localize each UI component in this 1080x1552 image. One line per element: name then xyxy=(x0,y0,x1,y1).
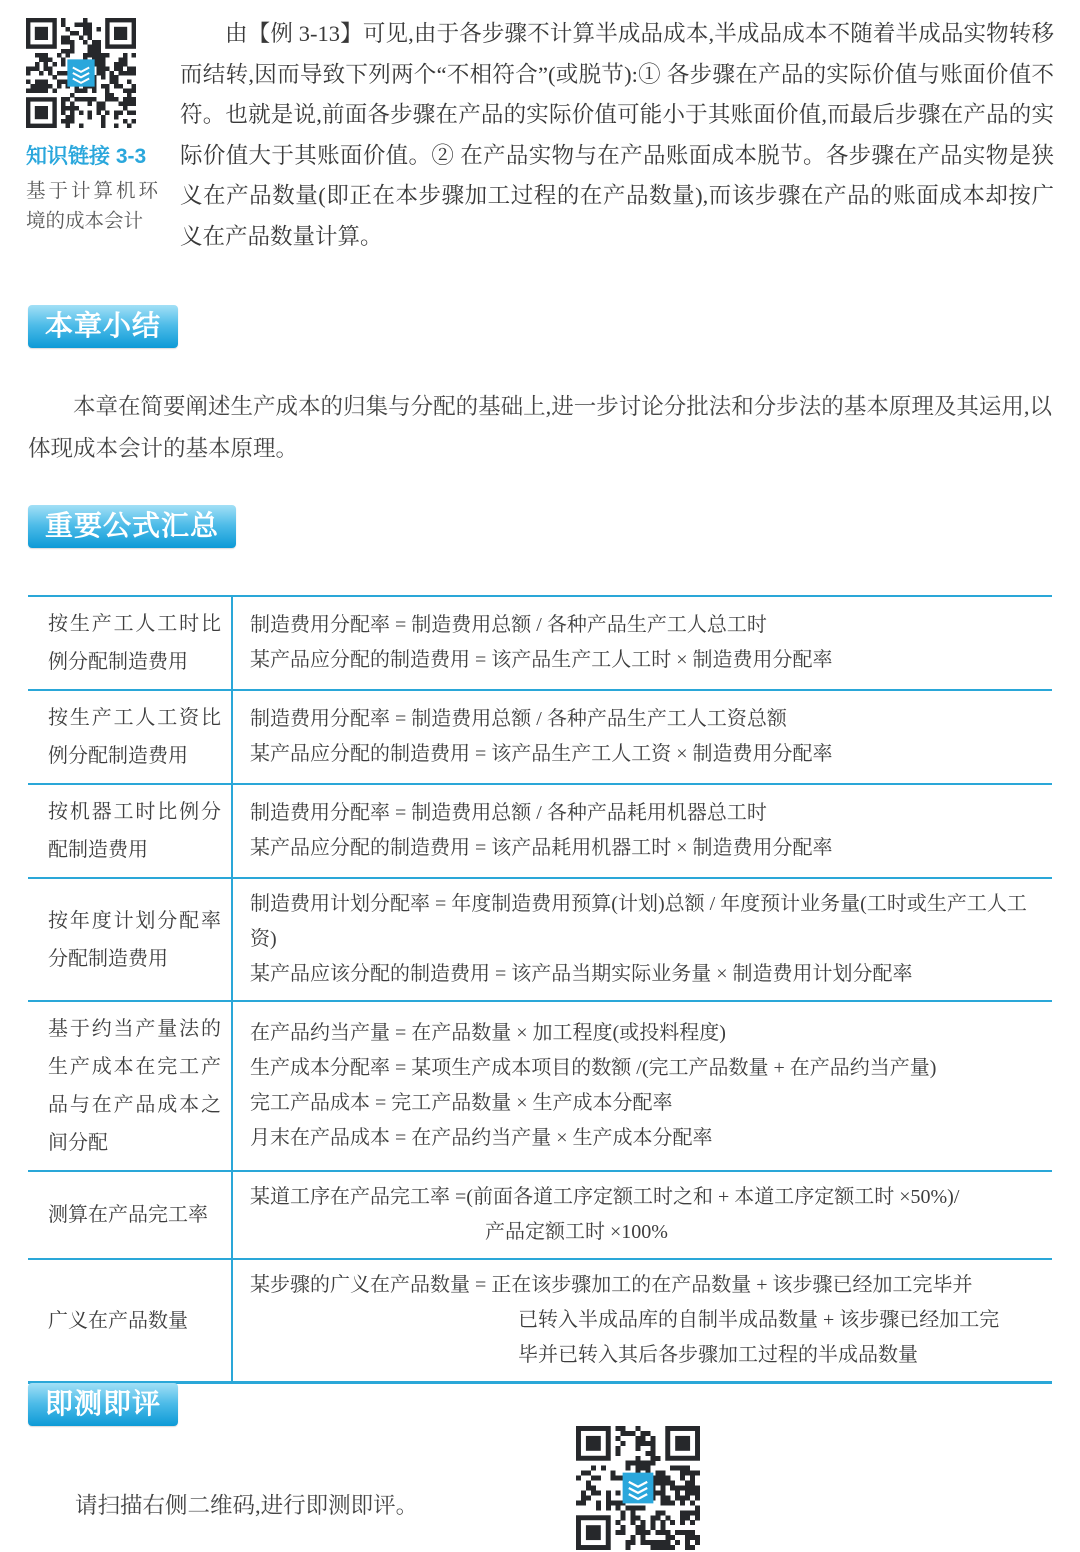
formula-summary-header xyxy=(28,505,236,548)
formula-definitions xyxy=(233,597,1052,689)
formula-line: 制造费用分配率 = 制造费用总额 / 各种产品耗用机器总工时 xyxy=(250,802,767,824)
formula-line: 毕并已转入其后各步骤加工过程的半成品数量 xyxy=(518,1344,918,1366)
table-row xyxy=(28,597,1052,689)
quiz-title: 即测即评 xyxy=(45,1388,162,1419)
formula-line: 制造费用分配率 = 制造费用总额 / 各种产品生产工人工资总额 xyxy=(250,708,787,730)
formula-definitions xyxy=(233,1172,1052,1258)
table-row xyxy=(28,1258,1052,1381)
table-row xyxy=(28,783,1052,877)
quiz-qr-code xyxy=(576,1426,700,1550)
quiz-qr-wrapper xyxy=(576,1426,700,1550)
formula-line: 完工产品成本 = 完工产品数量 × 生产成本分配率 xyxy=(250,1092,673,1114)
quiz-instruction: 请扫描右侧二维码,进行即测即评。 xyxy=(75,1493,419,1518)
table-row xyxy=(28,1170,1052,1258)
formula-definitions xyxy=(233,785,1052,877)
knowledge-link-label: 知识链接 3-3 xyxy=(26,145,147,168)
chapter-summary-header xyxy=(28,305,178,348)
formula-term: 按年度计划分配率分配制造费用 xyxy=(28,879,233,1000)
formula-line: 已转入半成品库的自制半成品数量 + 该步骤已经加工完 xyxy=(518,1309,1000,1331)
formula-line: 某产品应该分配的制造费用 = 该产品当期实际业务量 × 制造费用计划分配率 xyxy=(250,963,913,985)
formula-line: 制造费用分配率 = 制造费用总额 / 各种产品生产工人总工时 xyxy=(250,614,767,636)
formula-definitions xyxy=(233,1002,1052,1170)
formula-line: 某产品应分配的制造费用 = 该产品生产工人工资 × 制造费用分配率 xyxy=(250,743,833,765)
formula-line: 产品定额工时 ×100% xyxy=(485,1221,668,1243)
quiz-header xyxy=(28,1383,178,1426)
knowledge-link-qr-code xyxy=(26,18,136,128)
formula-line: 某步骤的广义在产品数量 = 正在该步骤加工的在产品数量 + 该步骤已经加工完毕并 xyxy=(250,1274,973,1296)
formula-definitions xyxy=(233,691,1052,783)
formula-term: 基于约当产量法的生产成本在完工产品与在产品成本之间分配 xyxy=(28,1002,233,1170)
formula-line: 某道工序在产品完工率 =(前面各道工序定额工时之和 + 本道工序定额工时 ×50%)/ xyxy=(250,1186,960,1208)
table-row xyxy=(28,689,1052,783)
formula-line: 某产品应分配的制造费用 = 该产品生产工人工时 × 制造费用分配率 xyxy=(250,649,833,671)
formula-term: 测算在产品完工率 xyxy=(28,1172,233,1258)
knowledge-link-sidebar xyxy=(26,18,166,236)
table-row xyxy=(28,1000,1052,1170)
formula-term: 广义在产品数量 xyxy=(28,1260,233,1381)
formula-term: 按生产工人工时比例分配制造费用 xyxy=(28,597,233,689)
formula-definitions xyxy=(233,1260,1052,1381)
chapter-summary-paragraph: 本章在简要阐述生产成本的归集与分配的基础上,进一步讨论分批法和分步法的基本原理及其运用,以体现成本会计的基本原理。 xyxy=(28,394,1052,461)
knowledge-link-description: 基于计算机环境的成本会计 xyxy=(26,180,158,232)
formula-term: 按生产工人工资比例分配制造费用 xyxy=(28,691,233,783)
formula-line: 月末在产品成本 = 在产品约当产量 × 生产成本分配率 xyxy=(250,1127,713,1149)
chapter-summary-title: 本章小结 xyxy=(45,310,162,341)
formula-line: 制造费用计划分配率 = 年度制造费用预算(计划)总额 / 年度预计业务量(工时或生产工人工资) xyxy=(250,893,1027,950)
formula-table xyxy=(28,595,1052,1384)
table-row xyxy=(28,877,1052,1000)
formula-summary-title: 重要公式汇总 xyxy=(45,510,220,541)
formula-term: 按机器工时比例分配制造费用 xyxy=(28,785,233,877)
formula-definitions xyxy=(233,879,1052,1000)
formula-line: 某产品应分配的制造费用 = 该产品耗用机器工时 × 制造费用分配率 xyxy=(250,837,833,859)
intro-paragraph: 由【例 3-13】可见,由于各步骤不计算半成品成本,半成品成本不随着半成品实物转移而结转,因而导致下列两个“不相符合”(或脱节):① 各步骤在产品的实际价值与账面价值不符。也就是说,前面各步骤在产品的实际价值可能小于其账面价值,而最后步骤在产品的实际价值大于其账面价值。② 在产品实物与在产品账面成本脱节。各步骤在产品实物是狭义在产品数量(即正在本步骤加工过程的在产品数量),而该步骤在产品的账面成本却按广义在产品数量计算。 xyxy=(180,21,1054,249)
formula-line: 生产成本分配率 = 某项生产成本项目的数额 /(完工产品数量 + 在产品约当产量) xyxy=(250,1057,937,1079)
formula-line: 在产品约当产量 = 在产品数量 × 加工程度(或投料程度) xyxy=(250,1022,726,1044)
